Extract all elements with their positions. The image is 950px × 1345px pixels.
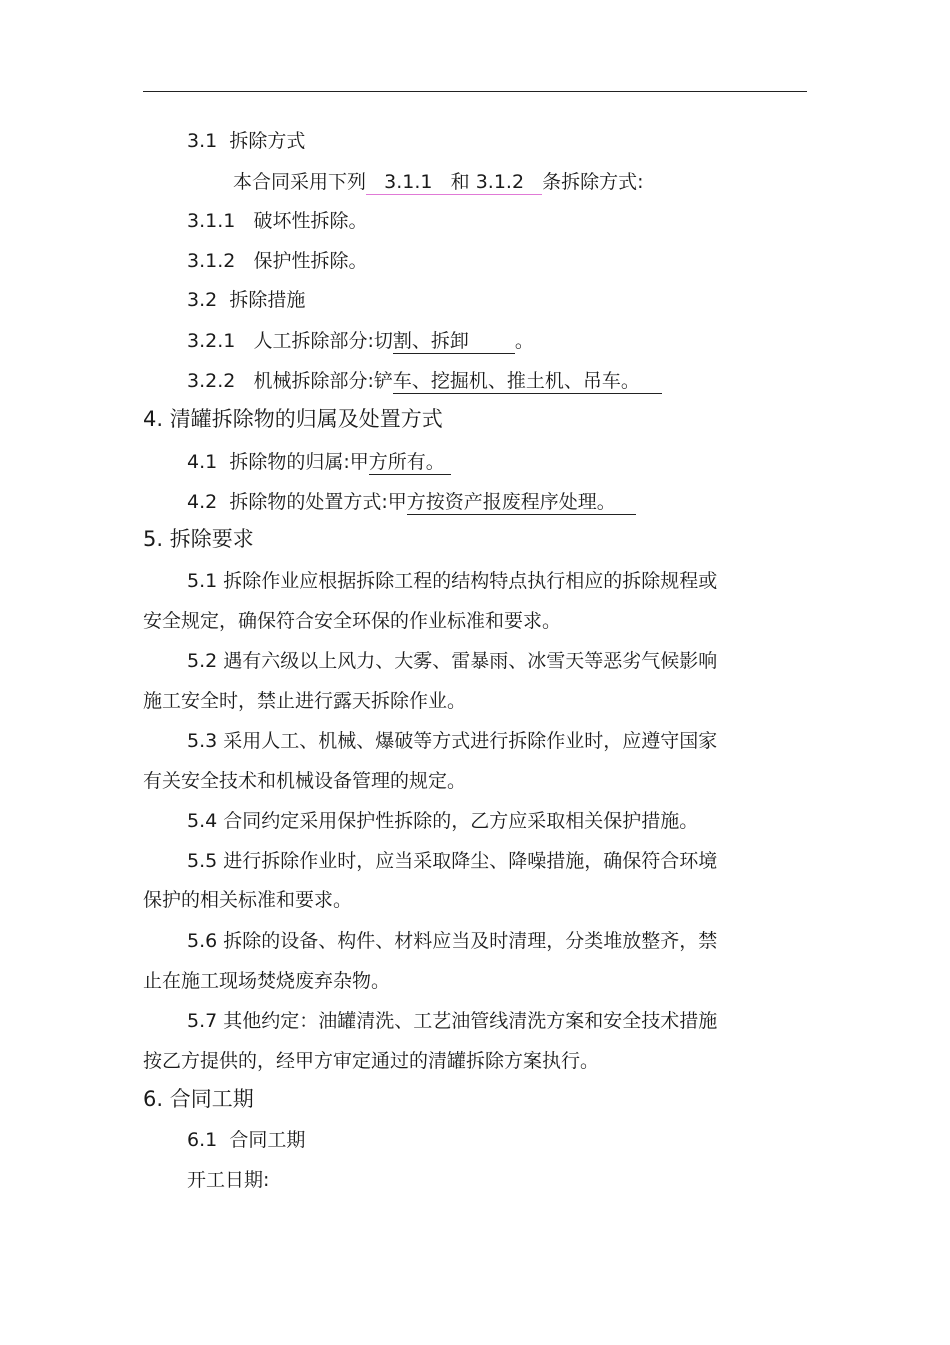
section-number: 4.2: [187, 491, 218, 513]
field-value-start: 铲: [373, 370, 393, 392]
field-value-text: 车、挖掘机、推土机、吊车。: [392, 370, 640, 392]
section-5-2-line1: 5.2 遇有六级以上风力、大雾、雷暴雨、冰雪天等恶劣气候影响: [187, 650, 718, 672]
field-value-underlined: [407, 491, 636, 515]
field-value-underlined: [393, 370, 662, 394]
section-3-1: [187, 129, 305, 153]
section-number: 3.1.1: [187, 210, 236, 232]
section-4-2: [187, 490, 636, 514]
section-5-7-line2: 按乙方提供的，经甲方审定通过的清罐拆除方案执行。: [143, 1050, 600, 1072]
section-3-2-1: [187, 329, 534, 353]
start-date-label: 开工日期:: [187, 1169, 270, 1191]
section-5-6-line2: 止在施工现场焚烧废弃杂物。: [143, 970, 391, 992]
section-3-1-text: [233, 170, 644, 194]
field-label: 拆除物的处置方式:: [229, 491, 388, 513]
item-a: 3.1.1: [384, 171, 433, 193]
section-5-4-line1: 5.4 合同约定采用保护性拆除的，乙方应采取相关保护措施。: [187, 810, 699, 832]
conjunction: 和: [450, 171, 470, 193]
section-number: 6.1: [187, 1129, 218, 1151]
section-text: 破坏性拆除。: [253, 210, 368, 232]
section-3-1-1: [187, 209, 368, 233]
field-value-text: 方所有。: [368, 451, 445, 473]
field-value-text: 方按资产报废程序处理。: [406, 491, 616, 513]
field-value-text: 割、拆卸: [392, 330, 469, 352]
section-5-7-line1: 5.7 其他约定：油罐清洗、工艺油管线清洗方案和安全技术措施: [187, 1010, 718, 1032]
field-label: 人工拆除部分:: [253, 330, 374, 352]
section-5-3-line2: 有关安全技术和机械设备管理的规定。: [143, 770, 467, 792]
field-value-underlined: [369, 451, 451, 475]
section-6-1: [187, 1128, 305, 1152]
section-number: 3.1: [187, 130, 218, 152]
section-3-2: [187, 288, 305, 312]
section-5-3-line1: 5.3 采用人工、机械、爆破等方式进行拆除作业时，应遵守国家: [187, 730, 718, 752]
section-5-6-line1: 5.6 拆除的设备、构件、材料应当及时清理，分类堆放整齐，禁: [187, 930, 718, 952]
section-3-2-2: [187, 369, 662, 393]
section-4-heading: 4. 清罐拆除物的归属及处置方式: [143, 407, 443, 431]
section-number: 3.2.2: [187, 370, 236, 392]
section-5-1-line1: 5.1 拆除作业应根据拆除工程的结构特点执行相应的拆除规程或: [187, 570, 718, 592]
section-6-heading: 6. 合同工期: [143, 1087, 254, 1111]
section-number: 3.1.2: [187, 250, 236, 272]
text-suffix: 条拆除方式:: [542, 171, 644, 193]
item-b: 3.1.2: [475, 171, 525, 193]
section-5-heading: 5. 拆除要求: [143, 527, 254, 551]
section-4-1: [187, 450, 451, 474]
section-title: 拆除方式: [229, 130, 306, 152]
field-value-underlined: [393, 330, 515, 354]
field-label: 机械拆除部分:: [253, 370, 374, 392]
section-number: 3.2: [187, 289, 218, 311]
field-tail: 。: [514, 330, 534, 352]
fill-in-blank: [366, 171, 542, 195]
section-title: 合同工期: [229, 1129, 306, 1151]
text-prefix: 本合同采用下列: [233, 171, 367, 193]
field-value-start: 甲: [387, 491, 407, 513]
section-5-5-line1: 5.5 进行拆除作业时，应当采取降尘、降噪措施，确保符合环境: [187, 850, 718, 872]
field-value-start: 切: [373, 330, 393, 352]
section-number: 4.1: [187, 451, 218, 473]
field-label: 拆除物的归属:: [229, 451, 350, 473]
header-rule: [143, 91, 807, 92]
section-title: 拆除措施: [229, 289, 306, 311]
section-3-1-2: [187, 249, 368, 273]
section-5-2-line2: 施工安全时，禁止进行露天拆除作业。: [143, 690, 467, 712]
section-5-5-line2: 保护的相关标准和要求。: [143, 889, 353, 911]
section-5-1-line2: 安全规定，确保符合安全环保的作业标准和要求。: [143, 610, 562, 632]
field-value-start: 甲: [349, 451, 369, 473]
section-text: 保护性拆除。: [253, 250, 368, 272]
section-number: 3.2.1: [187, 330, 236, 352]
